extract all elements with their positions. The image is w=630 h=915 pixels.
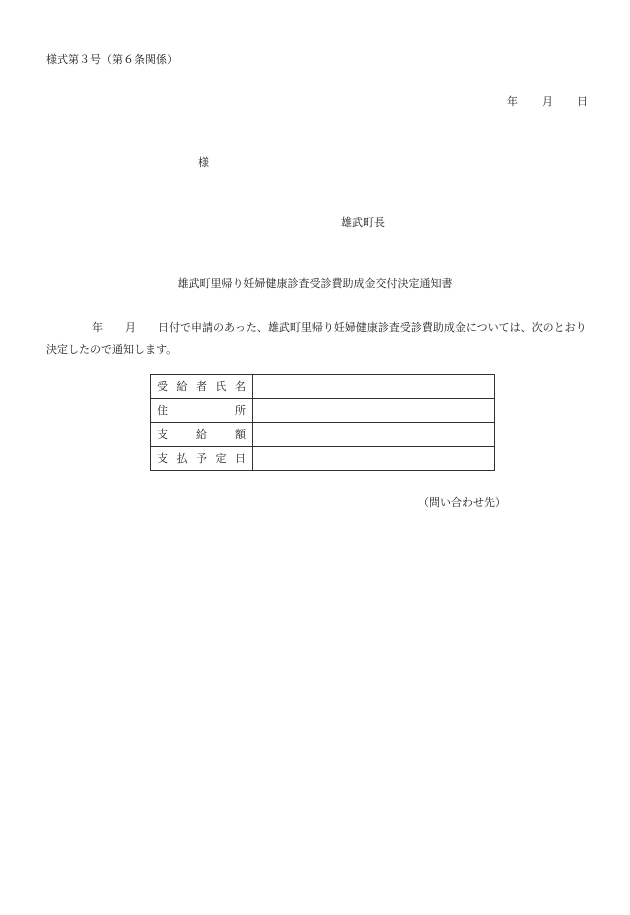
date-line	[507, 95, 588, 109]
body-text: 日付で申請のあった、雄武町里帰り妊婦健康診査受診費助成金については、次のとおり決定したので通知します。	[46, 321, 587, 356]
recipient-suffix: 様	[198, 156, 209, 169]
contact-label: （問い合わせ先）	[418, 496, 506, 509]
date-year-label: 年	[507, 95, 518, 108]
sender-name: 雄武町長	[341, 216, 385, 229]
table-label-address: 住所	[151, 399, 253, 423]
document-title: 雄武町里帰り妊婦健康診査受診費助成金交付決定通知書	[177, 277, 453, 290]
table-value-recipient	[253, 375, 495, 399]
table-row	[151, 399, 495, 423]
table-label-recipient: 受給者氏名	[151, 375, 253, 399]
info-table	[150, 374, 495, 471]
date-month-label: 月	[542, 95, 553, 108]
body-year-label: 年	[92, 321, 103, 334]
date-day-label: 日	[577, 95, 588, 108]
body-month-label: 月	[125, 321, 136, 334]
table-value-payment-date	[253, 447, 495, 471]
form-number: 様式第３号（第６条関係）	[46, 53, 178, 66]
table-row	[151, 447, 495, 471]
table-label-amount: 支給額	[151, 423, 253, 447]
table-value-amount	[253, 423, 495, 447]
table-row	[151, 375, 495, 399]
table-value-address	[253, 399, 495, 423]
table-row	[151, 423, 495, 447]
table-label-payment-date: 支払予定日	[151, 447, 253, 471]
body-paragraph	[46, 317, 594, 361]
